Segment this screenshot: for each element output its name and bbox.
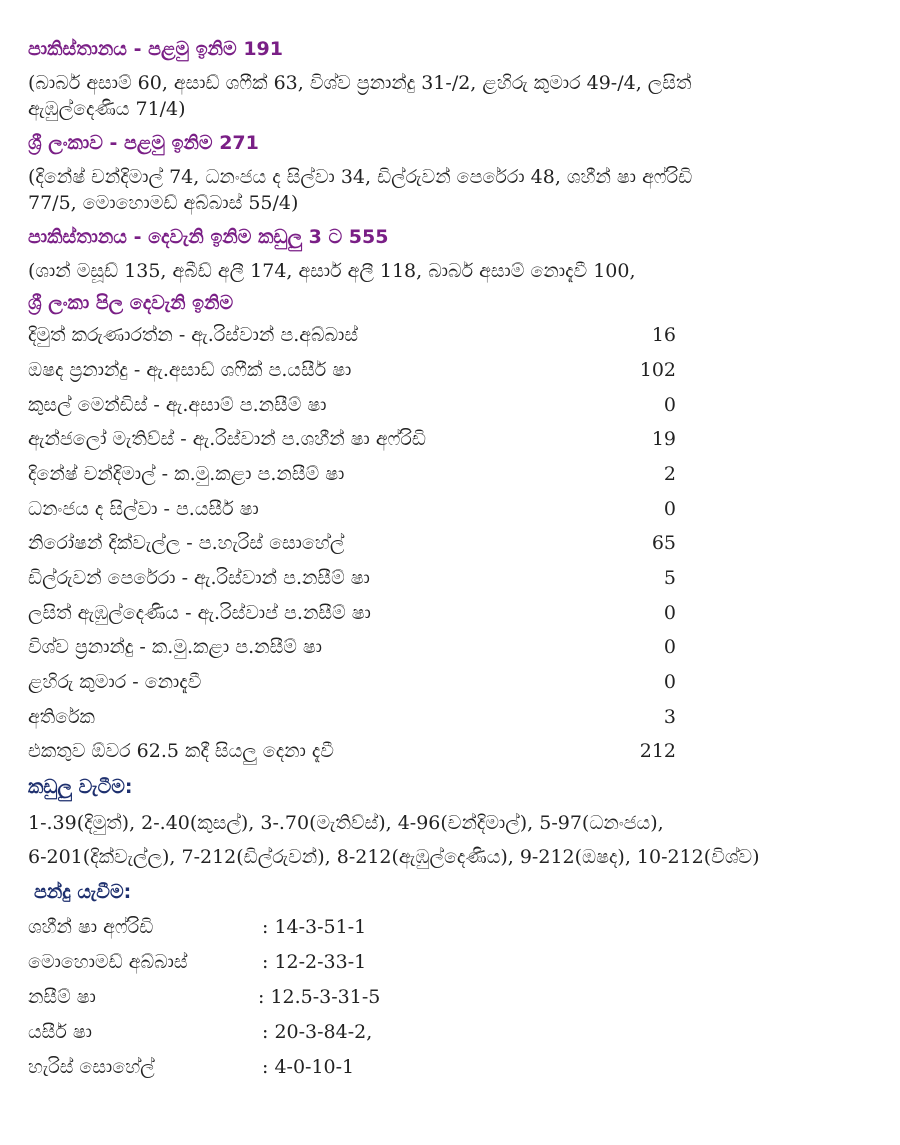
batsman-runs: 0 [663,636,676,658]
bowler-name: ශහීන් ෂා අෆ්රිඩි [28,916,154,938]
bowler-name: හැරිස් සොහේල් [28,1056,155,1078]
innings-2-summary-line: (දිනේෂ් චන්දිමාල් 74, ධනංජය ද සිල්වා 34, ඩිල්රුවන් පෙරේරා 48, ශහීන් ෂා අෆ්රිඩි [28,166,693,188]
innings-1-summary-line: (බාබර් අසාම් 60, අසාඩ් ශෆීක් 63, විශ්ව ප්‍රනාන්දු 31-/2, ළහිරු කුමාර 49-/4, ලසිත් [28,72,692,94]
innings-1-title: පාකිස්තානය - පළමු ඉනිම 191 [28,38,283,60]
bowler-figures: : 12.5-3-31-5 [258,986,381,1008]
bowler-figures: : 20-3-84-2, [262,1021,373,1043]
bowling-title: පන්දු යැවීම: [34,881,132,903]
scorecard-title: ශ්‍රී ලංකා පිල දෙවැනි ඉනිම [28,292,234,314]
batsman-dismissal: ඔෂද ප්‍රනාන්දු - ඇ.අසාඩ් ශෆීක් ප.යසීර් ෂා [28,359,352,381]
batsman-dismissal: කුසල් මෙන්ඩිස් - ඇ.අසාම් ප.නසීම් ෂා [28,394,327,416]
batsman-runs: 65 [651,532,676,554]
extras-value: 3 [663,706,676,728]
innings-3-summary-line: (ශාන් මසූඩ් 135, අබීඩ් අලී 174, අසාර් අලී 118, බාබර් අසාම් නොදැවී 100, [28,260,636,282]
batsman-dismissal: දිනේෂ් චන්දිමාල් - ක.මු.කළා ප.නසීම් ෂා [28,463,345,485]
batsman-dismissal: ළහිරු කුමාර - නොදැවී [28,671,202,693]
batsman-runs: 0 [663,671,676,693]
innings-1-summary-line: ඇඹුල්දෙණිය 71/4) [28,98,186,120]
batsman-dismissal: නිරෝෂන් දික්වැල්ල - ප.හැරිස් සොහේල් [28,532,345,554]
extras-label: අතිරේක [28,706,95,728]
bowler-name: නසීම් ෂා [28,986,96,1008]
bowler-figures: : 4-0-10-1 [262,1056,355,1078]
fall-of-wickets-line: 6-201(දික්වැල්ල), 7-212(ඩිල්රුවන්), 8-212(ඇඹුල්දෙණිය), 9-212(ඔෂද), 10-212(විශ්ව) [28,846,760,868]
batsman-dismissal: ඇන්ජලෝ මැතිව්ස් - ඇ.රිස්වාන් ප.ශහීන් ෂා අෆ්රිඩි [28,428,426,450]
batsman-dismissal: ලසිත් ඇඹුල්දෙණිය - ඇ.රිස්වාප් ප.නසීම් ෂා [28,602,371,624]
batsman-dismissal: විශ්ව ප්‍රනාන්දු - ක.මු.කළා ප.නසීම් ෂා [28,636,323,658]
innings-3-title: පාකිස්තානය - දෙවැනි ඉනිම කඩුලු 3 ට 555 [28,226,389,248]
batsman-dismissal: දිමුත් කරුණාරත්න - ඇ.රිස්වාන් ප.අබ්බාස් [28,324,359,346]
batsman-runs: 102 [639,359,676,381]
innings-2-title: ශ්‍රී ලංකාව - පළමු ඉනිම 271 [28,132,259,154]
batsman-runs: 0 [663,602,676,624]
bowler-name: යසීර් ෂා [28,1021,92,1043]
innings-2-summary-line: 77/5, මොහොමඩ් අබ්බාස් 55/4) [28,192,299,214]
total-label: එකතුව ඕවර 62.5 කදී සියලු දෙනා දැවී [28,740,334,762]
bowler-figures: : 12-2-33-1 [262,951,367,973]
batsman-dismissal: ධනංජය ද සිල්වා - ප.යසීර් ෂා [28,498,259,520]
fall-of-wickets-line: 1-.39(දිමුත්), 2-.40(කුසල්), 3-.70(මැතිව්ස්), 4-96(චන්දිමාල්), 5-97(ධනංජය), [28,812,664,834]
batsman-dismissal: ඩිල්රුවන් පෙරේරා - ඇ.රිස්වාන් ප.නසීම් ෂා [28,567,370,589]
bowler-name: මොහොමඩ් අබ්බාස් [28,951,188,973]
batsman-runs: 0 [663,498,676,520]
total-value: 212 [639,740,676,762]
batsman-runs: 5 [663,567,676,589]
batsman-runs: 19 [651,428,676,450]
batsman-runs: 0 [663,394,676,416]
fall-of-wickets-title: කඩුලු වැටීම: [28,776,133,798]
bowler-figures: : 14-3-51-1 [262,916,367,938]
batsman-runs: 2 [663,463,676,485]
batsman-runs: 16 [651,324,676,346]
